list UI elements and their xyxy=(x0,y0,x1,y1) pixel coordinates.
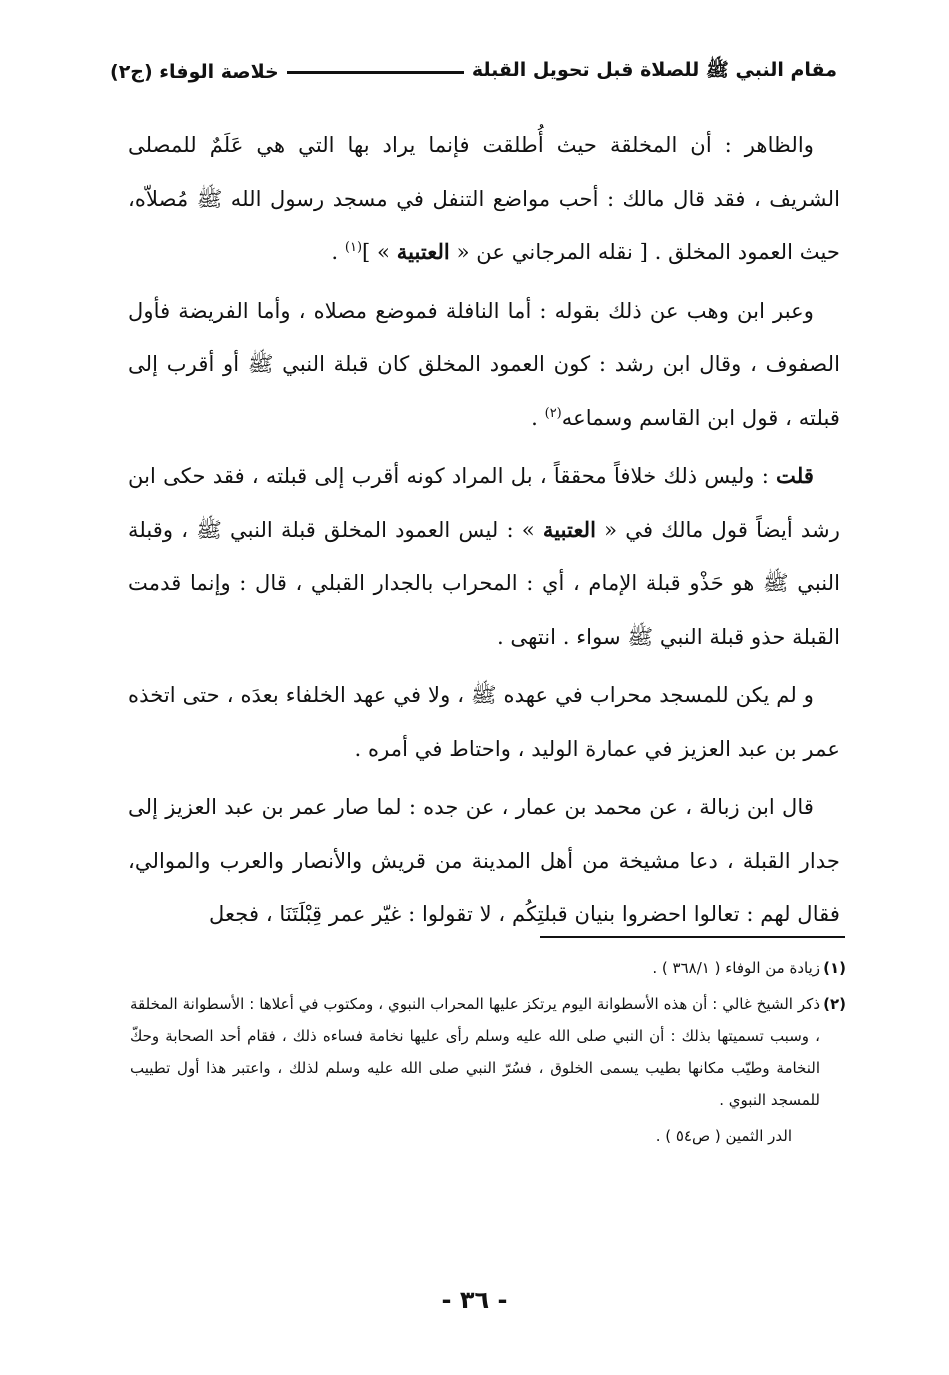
text-run: قال ابن زبالة ، عن محمد بن عمار ، عن جده : لما صار عمر بن عبد العزيز إلى جدار القبلة ، دعا مشيخة من أهل المدينة من قريش والأنصار والعرب والموالي، فقال لهم : تعالوا احضروا بنيان قبلتِكُم ، لا تقولوا : غيّر عمر قِبْلَتَنَا ، فجعل xyxy=(128,794,840,926)
text-run: . xyxy=(531,404,545,430)
footnote-2 xyxy=(130,988,846,1116)
paragraph xyxy=(128,668,840,775)
bold-term: قلت xyxy=(776,463,814,488)
paragraph xyxy=(128,118,840,279)
footnote-ref: (١) xyxy=(344,239,363,255)
main-text xyxy=(128,118,840,946)
text-run: » ] xyxy=(362,239,397,264)
bold-term: العتبية xyxy=(396,239,450,264)
text-run: و لم يكن للمسجد محراب في عهده ﷺ ، ولا في عهد الخلفاء بعدَه ، حتى اتخذه عمر بن عبد العزيز في عمارة الوليد ، واحتاط في أمره . xyxy=(128,682,840,761)
header-book-title: خلاصة الوفاء (ج٢) xyxy=(110,61,279,83)
paragraph xyxy=(128,780,840,941)
footnote-ref: (٢) xyxy=(544,405,562,421)
footnote-number: (٢) xyxy=(823,995,846,1013)
text-run: : وليس ذلك خلافاً محققاً ، بل المراد كونه أقرب إلى قبلته ، فقد حكى ابن رشد أيضاً قول مالك في « xyxy=(128,463,840,542)
footnote-number: (١) xyxy=(823,959,846,977)
footnote-1 xyxy=(130,952,846,984)
footnote-text: زيادة من الوفاء ( ٣٦٨/١ ) . xyxy=(652,959,820,977)
text-run: والظاهر : أن المخلقة حيث أُطلقت فإنما يراد بها التي هي عَلَمٌ للمصلى الشريف ، فقد قال مالك : أحب مواضع التنفل في مسجد رسول الله ﷺ مُصلاّه، حيث العمود المخلق . [ نقله المرجاني عن « xyxy=(128,132,840,264)
footnote-source: الدر الثمين ( ص٥٤ ) . xyxy=(655,1127,792,1145)
footnote-separator xyxy=(540,936,845,938)
text-run: . xyxy=(331,239,345,264)
header-chapter-title: مقام النبي ﷺ للصلاة قبل تحويل القبلة xyxy=(471,59,837,81)
page-number: - ٣٦ - xyxy=(441,1286,508,1314)
footnote-text: ذكر الشيخ غالي : أن هذه الأسطوانة اليوم يرتكز عليها المحراب النبوي ، ومكتوب في أعلاها : الأسطوانة المخلقة ، وسبب تسميتها بذلك : أن النبي صلى الله عليه وسلم رأى عليها نخامة فساءه ذلك ، فقام أحد الصحابة وحكّ النخامة وطيّب مكانها بطيب يسمى الخلوق ، فسُرّ النبي صلى الله عليه وسلم لذلك ، واعتبر هذا أول تطييب للمسجد النبوي . xyxy=(130,995,820,1109)
text-run: » : ليس العمود المخلق قبلة النبي ﷺ ، وقبلة النبي ﷺ هو حَذْو قبلة الإمام ، أي : المحراب بالجدار القبلي ، قال : وإنما قدمت القبلة حذو قبلة النبي ﷺ سواء . انتهى . xyxy=(128,516,840,649)
bold-term: العتبية xyxy=(542,516,597,542)
running-header xyxy=(110,50,837,94)
header-rule xyxy=(287,71,464,74)
text-run: وعبر ابن وهب عن ذلك بقوله : أما النافلة فموضع مصلاه ، وأما الفريضة فأول الصفوف ، وقال ابن رشد : كون العمود المخلق كان قبلة النبي ﷺ أو أقرب إلى قبلته ، قول ابن القاسم وسماعه xyxy=(128,297,840,430)
paragraph xyxy=(128,449,840,663)
paragraph xyxy=(128,284,840,445)
footnotes xyxy=(130,952,846,1152)
